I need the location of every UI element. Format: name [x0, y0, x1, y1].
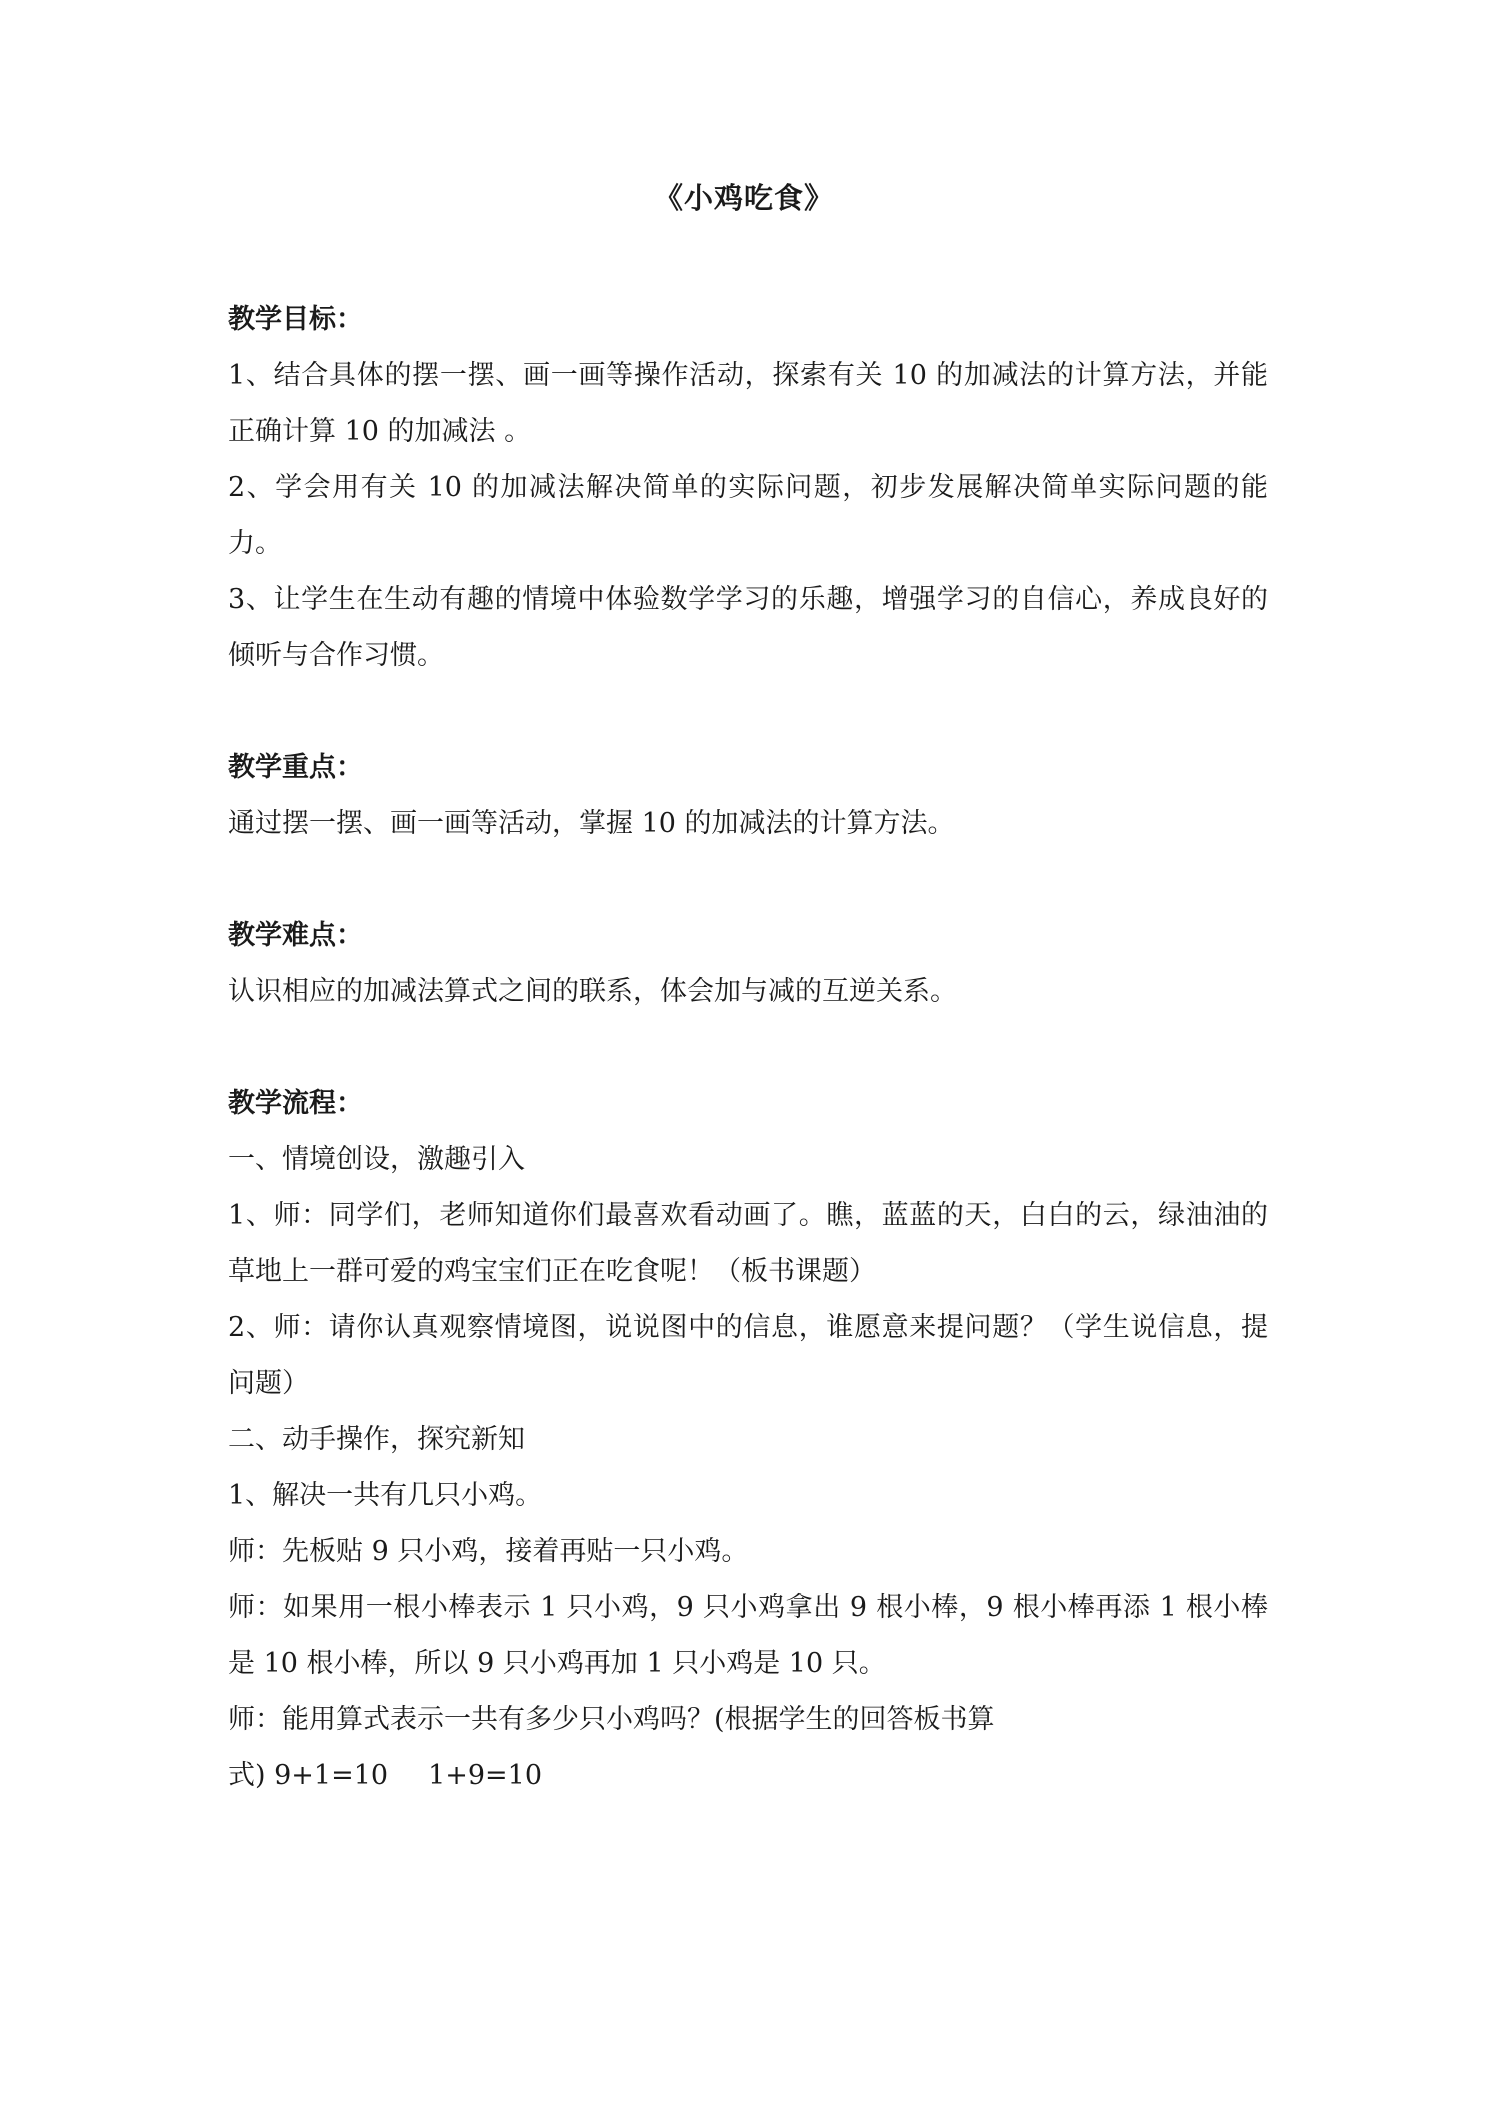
key-point-text: 通过摆一摆、画一画等活动，掌握 10 的加减法的计算方法。 — [228, 808, 955, 839]
process-section-2-item-2: 师：先板贴 9 只小鸡，接着再贴一只小鸡。 — [228, 1536, 749, 1567]
process-section-2-title: 二、动手操作，探究新知 — [228, 1424, 525, 1455]
process-section-1-item-2: 2、师：请你认真观察情境图，说说图中的信息，谁愿意来提问题？（学生说信息，提问题） — [228, 1312, 1268, 1399]
objective-item-3: 3、让学生在生动有趣的情境中体验数学学习的乐趣，增强学习的自信心，养成良好的倾听与合作习惯。 — [228, 584, 1268, 671]
process-heading: 教学流程： — [228, 1088, 363, 1119]
section-spacer — [228, 852, 1268, 908]
section-spacer — [228, 684, 1268, 740]
process-section-1-title: 一、情境创设，激趣引入 — [228, 1144, 525, 1175]
document-body — [228, 292, 1268, 1804]
difficulty-heading: 教学难点： — [228, 920, 363, 951]
process-section-1-item-1: 1、师：同学们，老师知道你们最喜欢看动画了。瞧，蓝蓝的天，白白的云，绿油油的草地上一群可爱的鸡宝宝们正在吃食呢！（板书课题） — [228, 1200, 1268, 1287]
section-spacer — [228, 1020, 1268, 1076]
objective-item-2: 2、学会用有关 10 的加减法解决简单的实际问题，初步发展解决简单实际问题的能力。 — [228, 472, 1268, 559]
formula-line — [228, 1748, 1268, 1804]
difficulty-text: 认识相应的加减法算式之间的联系，体会加与减的互逆关系。 — [228, 976, 957, 1007]
formula-first: 式) 9+1=10 — [228, 1760, 389, 1791]
objectives-heading: 教学目标： — [228, 304, 363, 335]
objective-item-1: 1、结合具体的摆一摆、画一画等操作活动，探索有关 10 的加减法的计算方法，并能正确计算 10 的加减法 。 — [228, 360, 1268, 447]
formula-second: 1+9=10 — [428, 1760, 543, 1791]
process-section-2-item-3: 师：如果用一根小棒表示 1 只小鸡，9 只小鸡拿出 9 根小棒，9 根小棒再添 1 根小棒是 10 根小棒，所以 9 只小鸡再加 1 只小鸡是 10 只。 — [228, 1592, 1268, 1679]
process-section-2-item-4: 师：能用算式表示一共有多少只小鸡吗？(根据学生的回答板书算 — [228, 1704, 995, 1735]
key-point-heading: 教学重点： — [228, 752, 363, 783]
document-title: 《小鸡吃食》 — [653, 181, 834, 215]
process-section-2-item-1: 1、解决一共有几只小鸡。 — [228, 1480, 543, 1511]
